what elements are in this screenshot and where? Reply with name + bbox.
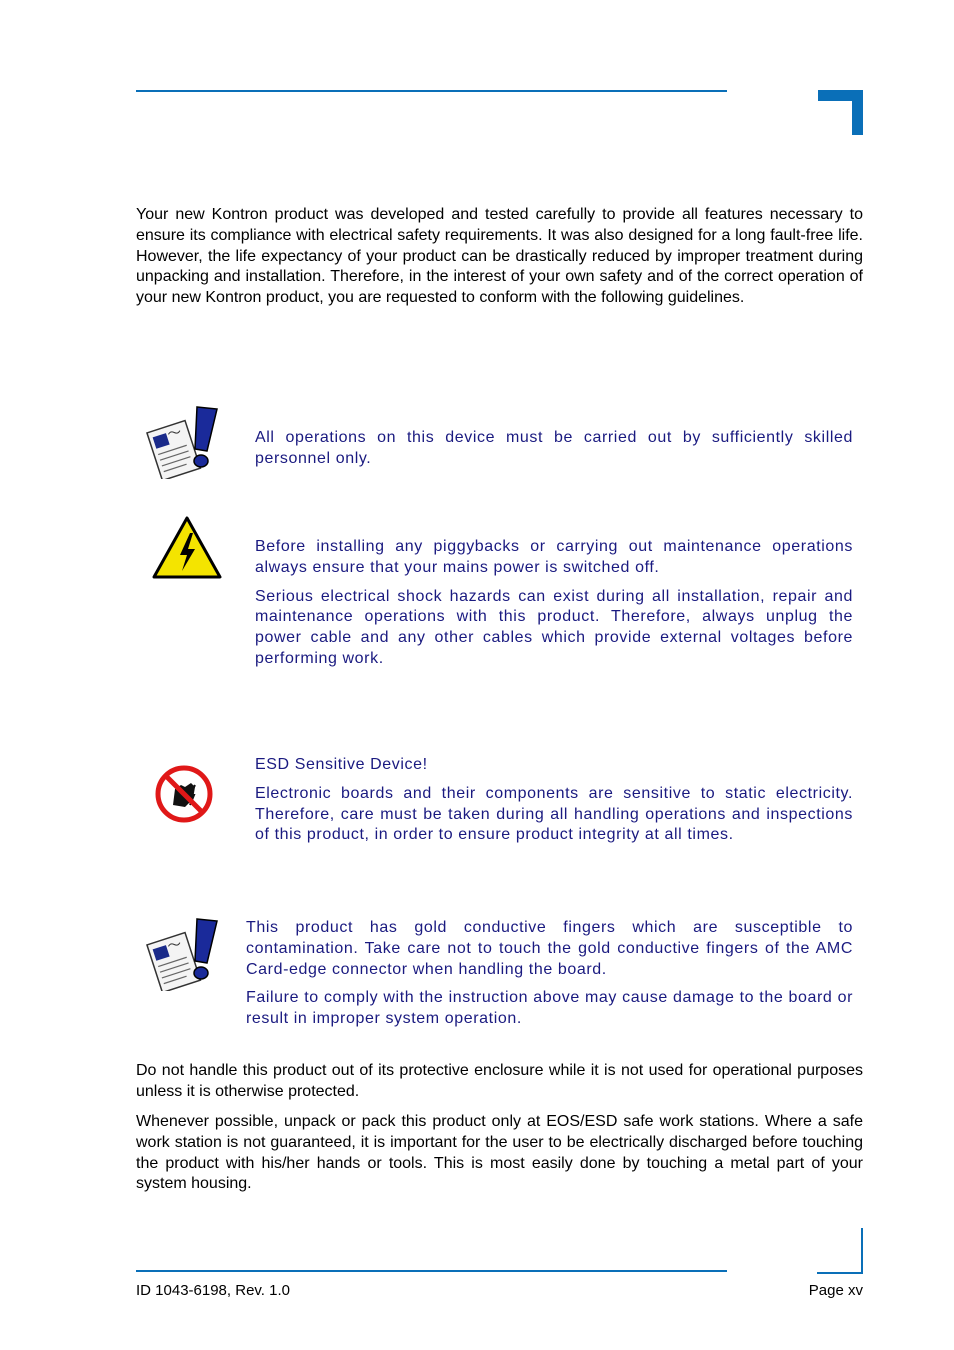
note-skilled-personnel — [255, 428, 853, 478]
note-esd-title: ESD Sensitive Device! — [255, 756, 428, 773]
header-corner-mark — [818, 90, 863, 135]
note-gold-fingers — [246, 918, 853, 1038]
header-rule — [136, 90, 727, 92]
handling-paragraph-2: Whenever possible, unpack or pack this product only at EOS/ESD safe work stations. Where a safe work station is not guaranteed, it is important for the user to be electrically discharged before touching the product with his/her hands or tools. This is most easily done by touching a metal part of your system housing. — [136, 1113, 863, 1193]
footer-page-number: Page xv — [808, 1282, 863, 1299]
note-power-text-2: Serious electrical shock hazards can exist during all installation, repair and maintenance operations with this product. Therefore, always unplug the power cable and any other cables which provide external voltages before performing work. — [255, 587, 853, 667]
footer-rule — [136, 1270, 727, 1272]
footer-doc-id: ID 1043-6198, Rev. 1.0 — [136, 1282, 290, 1299]
note-gold-text-2: Failure to comply with the instruction above may cause damage to the board or result in improper system operation. — [246, 989, 853, 1028]
footer-corner-mark — [817, 1272, 863, 1274]
esd-prohibited-icon — [155, 765, 213, 828]
high-voltage-warning-icon — [151, 515, 223, 586]
note-exclamation-icon — [145, 403, 223, 484]
note-power — [255, 537, 853, 678]
handling-paragraph-1: Do not handle this product out of its protective enclosure while it is not used for operational purposes unless it is otherwise protected. — [136, 1062, 863, 1100]
intro-paragraph: Your new Kontron product was developed and tested carefully to provide all features necessary to ensure its compliance with electrical safety requirements. It was also designed for a long fault-free life. However, the life expectancy of your product can be drastically reduced by improper treatment during unpacking and installation. Therefore, in the interest of your own safety and of the correct operation of your new Kontron product, you are requested to conform with the following guidelines. — [136, 206, 863, 307]
note-power-text-1: Before installing any piggybacks or carrying out maintenance operations always ensure that your mains power is switched off. — [255, 538, 853, 576]
note-exclamation-icon — [145, 915, 223, 996]
note-skilled-text: All operations on this device must be carried out by sufficiently skilled personnel only. — [255, 429, 853, 467]
note-esd — [255, 755, 853, 854]
note-esd-text: Electronic boards and their components are sensitive to static electricity. Therefore, care must be taken during all handling operations and inspections of this product, in order to ensure product integrity at all times. — [255, 784, 853, 844]
footer-corner-mark-vertical — [861, 1228, 863, 1274]
note-gold-text-1: This product has gold conductive fingers which are susceptible to contamination. Take care not to touch the gold conductive fingers of the AMC Card-edge connector when handling the board. — [246, 919, 853, 978]
